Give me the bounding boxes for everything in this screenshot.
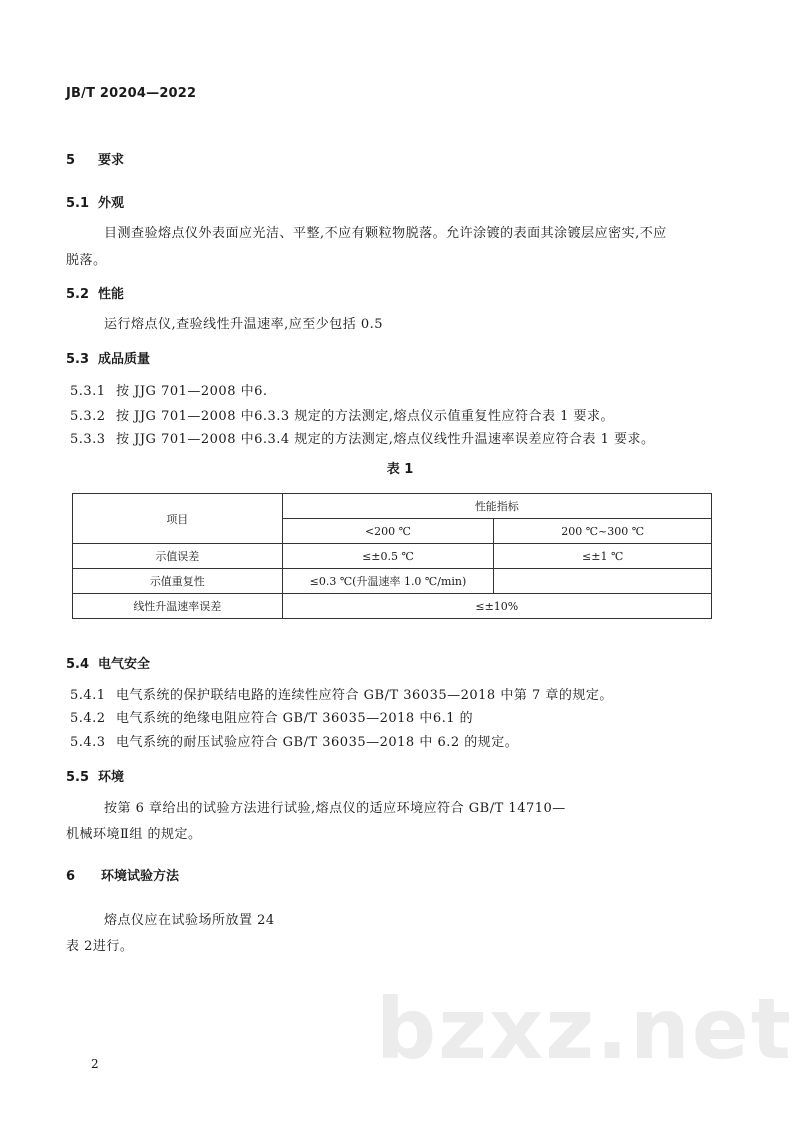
- section-title: 成品质量: [98, 352, 151, 367]
- row-value-high: [494, 569, 712, 594]
- section-5-3-heading: [66, 348, 150, 367]
- clause-number: 5.3.3: [70, 432, 106, 447]
- section-number: 5.3: [66, 352, 90, 367]
- clause-text: 按 JJG 701—2008 中6.3.3 规定的方法测定,熔点仪示值重复性应符合表 1 要求。: [116, 409, 614, 424]
- section-6-paragraph-line1: 熔点仪应在试验场所放置 24: [104, 913, 275, 928]
- header-below-200: <200 ℃: [282, 519, 494, 544]
- section-6-paragraph-line2: 表 2进行。: [66, 939, 134, 954]
- section-5-2-heading: [66, 283, 124, 302]
- table-row: [73, 544, 712, 569]
- clause-text: 电气系统的绝缘电阻应符合 GB/T 36035—2018 中6.1 的: [116, 711, 474, 726]
- table-caption: 表 1: [386, 462, 414, 477]
- section-5-5-paragraph-line1: 按第 6 章给出的试验方法进行试验,熔点仪的适应环境应符合 GB/T 14710—: [104, 801, 566, 816]
- page-number: 2: [91, 1057, 99, 1071]
- clause-text: 电气系统的耐压试验应符合 GB/T 36035—2018 中 6.2 的规定。: [116, 735, 519, 750]
- section-number: 5.5: [66, 770, 90, 785]
- clause-5-3-1: [70, 380, 268, 399]
- clause-text: 按 JJG 701—2008 中6.3.4 规定的方法测定,熔点仪线性升温速率误差应符合表 1 要求。: [116, 432, 655, 447]
- section-5-heading: [66, 149, 124, 168]
- section-number: 5.1: [66, 196, 90, 211]
- header-200-300: 200 ℃~300 ℃: [494, 519, 712, 544]
- clause-5-4-3: [70, 731, 518, 750]
- row-value-merged: ≤±10%: [282, 594, 711, 619]
- header-item: 项目: [73, 494, 283, 544]
- section-title: 环境试验方法: [101, 869, 180, 884]
- section-5-1-paragraph-line2: 脱落。: [66, 253, 107, 268]
- section-title: 环境: [98, 770, 125, 785]
- section-5-5-paragraph-line2: 机械环境Ⅱ组 的规定。: [66, 827, 202, 842]
- row-name: 示值误差: [73, 544, 283, 569]
- section-title: 要求: [98, 153, 125, 168]
- row-value-low: ≤±0.5 ℃: [282, 544, 494, 569]
- section-5-1-paragraph-line1: 目测查验熔点仪外表面应光洁、平整,不应有颗粒物脱落。允许涂镀的表面其涂镀层应密实,不应: [104, 226, 667, 241]
- spec-table: [72, 493, 712, 619]
- table-row: [73, 594, 712, 619]
- clause-5-3-3: [70, 428, 654, 447]
- section-title: 性能: [98, 287, 125, 302]
- document-code: JB/T 20204—2022: [66, 86, 197, 101]
- section-5-1-heading: [66, 192, 124, 211]
- clause-text: 按 JJG 701—2008 中6.: [116, 384, 268, 399]
- section-number: 5.4: [66, 657, 90, 672]
- section-number: 5.2: [66, 287, 90, 302]
- section-5-2-paragraph: 运行熔点仪,查验线性升温速率,应至少包括 0.5: [104, 317, 384, 332]
- row-value-high: ≤±1 ℃: [494, 544, 712, 569]
- header-performance: 性能指标: [282, 494, 711, 519]
- clause-number: 5.4.3: [70, 735, 106, 750]
- clause-5-3-2: [70, 405, 614, 424]
- table-header-row: [73, 494, 712, 519]
- clause-number: 5.4.2: [70, 711, 106, 726]
- clause-number: 5.4.1: [70, 688, 106, 703]
- section-5-4-heading: [66, 653, 150, 672]
- row-value-low: ≤0.3 ℃(升温速率 1.0 ℃/min): [282, 569, 494, 594]
- clause-number: 5.3.1: [70, 384, 106, 399]
- clause-number: 5.3.2: [70, 409, 106, 424]
- section-title: 外观: [98, 196, 125, 211]
- table-row: [73, 569, 712, 594]
- clause-5-4-1: [70, 684, 613, 703]
- section-title: 电气安全: [98, 657, 151, 672]
- clause-text: 电气系统的保护联结电路的连续性应符合 GB/T 36035—2018 中第 7 章的规定。: [116, 688, 613, 703]
- clause-5-4-2: [70, 707, 473, 726]
- section-5-5-heading: [66, 766, 124, 785]
- row-name: 示值重复性: [73, 569, 283, 594]
- row-name: 线性升温速率误差: [73, 594, 283, 619]
- section-6-heading: [66, 865, 179, 884]
- section-number: 5: [66, 153, 76, 168]
- section-number: 6: [66, 869, 76, 884]
- watermark-text: bzxz.net: [376, 980, 793, 1078]
